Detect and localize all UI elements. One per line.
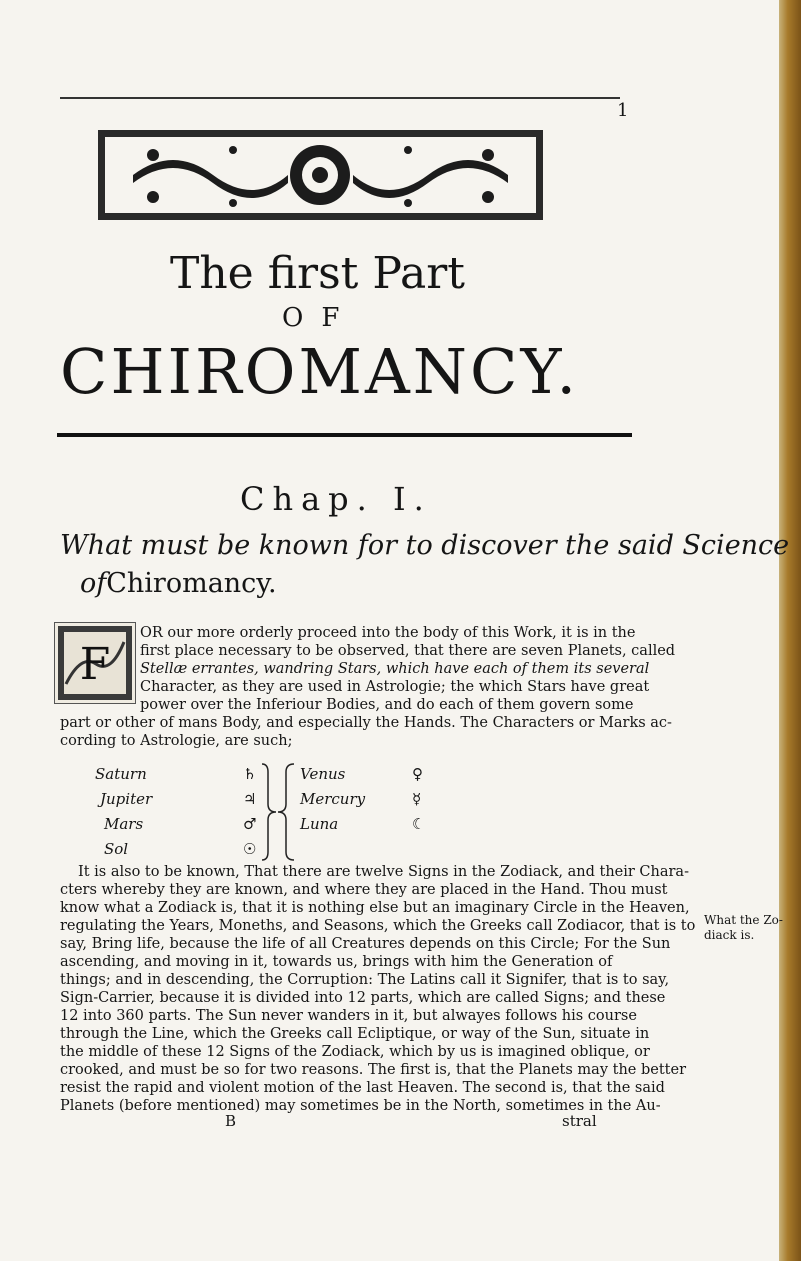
mercury-symbol-icon: ☿ (412, 790, 422, 808)
catchword: stral (562, 1112, 597, 1130)
page-number: 1 (617, 100, 629, 121)
body-line: cters whereby they are known, and where they are placed in the Hand. Thou must (60, 882, 668, 898)
title-line-2: OF (282, 303, 358, 333)
luna-symbol-icon: ☾ (412, 815, 426, 833)
body-line: know what a Zodiack is, that it is nothing else but an imaginary Circle in the Heaven, (60, 900, 690, 916)
planet-name-jupiter: Jupiter (100, 790, 153, 808)
body-line: regulating the Years, Moneths, and Seasons, which the Greeks call Zodiacor, that is to (60, 918, 696, 934)
ornamental-headpiece (93, 125, 548, 225)
header-rule (60, 97, 620, 99)
title-rule (57, 433, 632, 437)
brace-bracket (258, 762, 298, 862)
body-line: It is also to be known, That there are twelve Signs in the Zodiack, and their Chara- (78, 864, 689, 880)
margin-note-line-2: diack is. (704, 928, 755, 942)
body-line: 12 into 360 parts. The Sun never wanders in it, but alwayes follows his course (60, 1008, 637, 1024)
margin-note-line-1: What the Zo- (704, 913, 783, 927)
planet-name-venus: Venus (300, 765, 346, 783)
sol-symbol-icon: ☉ (243, 840, 257, 858)
heading-prefix: of (80, 568, 107, 599)
intro-line: part or other of mans Body, and especially the Hands. The Characters or Marks ac- (60, 715, 672, 731)
chapter-label: Chap. I. (240, 480, 432, 518)
title-line-1: The first Part (170, 248, 465, 299)
intro-line: power over the Inferiour Bodies, and do each of them govern some (140, 697, 634, 713)
body-line: Sign-Carrier, because it is divided into 12 parts, which are called Signs; and these (60, 990, 666, 1006)
planet-name-sol: Sol (104, 840, 129, 858)
mars-symbol-icon: ♂ (243, 815, 257, 833)
page-edge (779, 0, 801, 1261)
planet-name-mercury: Mercury (300, 790, 366, 808)
heading-main: Chiromancy. (106, 568, 277, 599)
jupiter-symbol-icon: ♃ (243, 790, 257, 808)
signature-mark: B (225, 1112, 237, 1130)
chapter-heading-line-1: What must be known for to discover the said Science (60, 530, 790, 561)
drop-cap-ornament-icon (56, 624, 134, 702)
planet-name-luna: Luna (300, 815, 339, 833)
drop-cap (54, 622, 136, 704)
body-line: crooked, and must be so for two reasons. The first is, that the Planets may the better (60, 1062, 687, 1078)
planet-name-mars: Mars (104, 815, 144, 833)
venus-symbol-icon: ♀ (412, 765, 423, 783)
body-line: resist the rapid and violent motion of the last Heaven. The second is, that the said (60, 1080, 665, 1096)
body-line: through the Line, which the Greeks call Ecliptique, or way of the Sun, situate in (60, 1026, 650, 1042)
intro-line: Stellæ errantes, wandring Stars, which have each of them its several (140, 661, 650, 677)
intro-line: Character, as they are used in Astrologie; the which Stars have great (140, 679, 650, 695)
saturn-symbol-icon: ♄ (243, 765, 257, 783)
body-line: Planets (before mentioned) may sometimes be in the North, sometimes in the Au- (60, 1098, 661, 1114)
body-line: the middle of these 12 Signs of the Zodiack, which by us is imagined oblique, or (60, 1044, 650, 1060)
title-line-3: CHIROMANCY. (60, 335, 580, 408)
body-line: say, Bring life, because the life of all Creatures depends on this Circle; For the Sun (60, 936, 671, 952)
intro-line: first place necessary to be observed, that there are seven Planets, called (140, 643, 676, 659)
intro-line: cording to Astrologie, are such; (60, 733, 293, 749)
chapter-heading-line-2 (80, 568, 277, 599)
intro-line: OR our more orderly proceed into the body of this Work, it is in the (140, 625, 636, 641)
planet-name-saturn: Saturn (95, 765, 147, 783)
margin-note (704, 913, 783, 943)
body-line: things; and in descending, the Corruption: The Latins call it Signifer, that is to say, (60, 972, 670, 988)
svg-text:F: F (79, 639, 111, 690)
body-line: ascending, and moving in it, towards us, brings with him the Generation of (60, 954, 613, 970)
